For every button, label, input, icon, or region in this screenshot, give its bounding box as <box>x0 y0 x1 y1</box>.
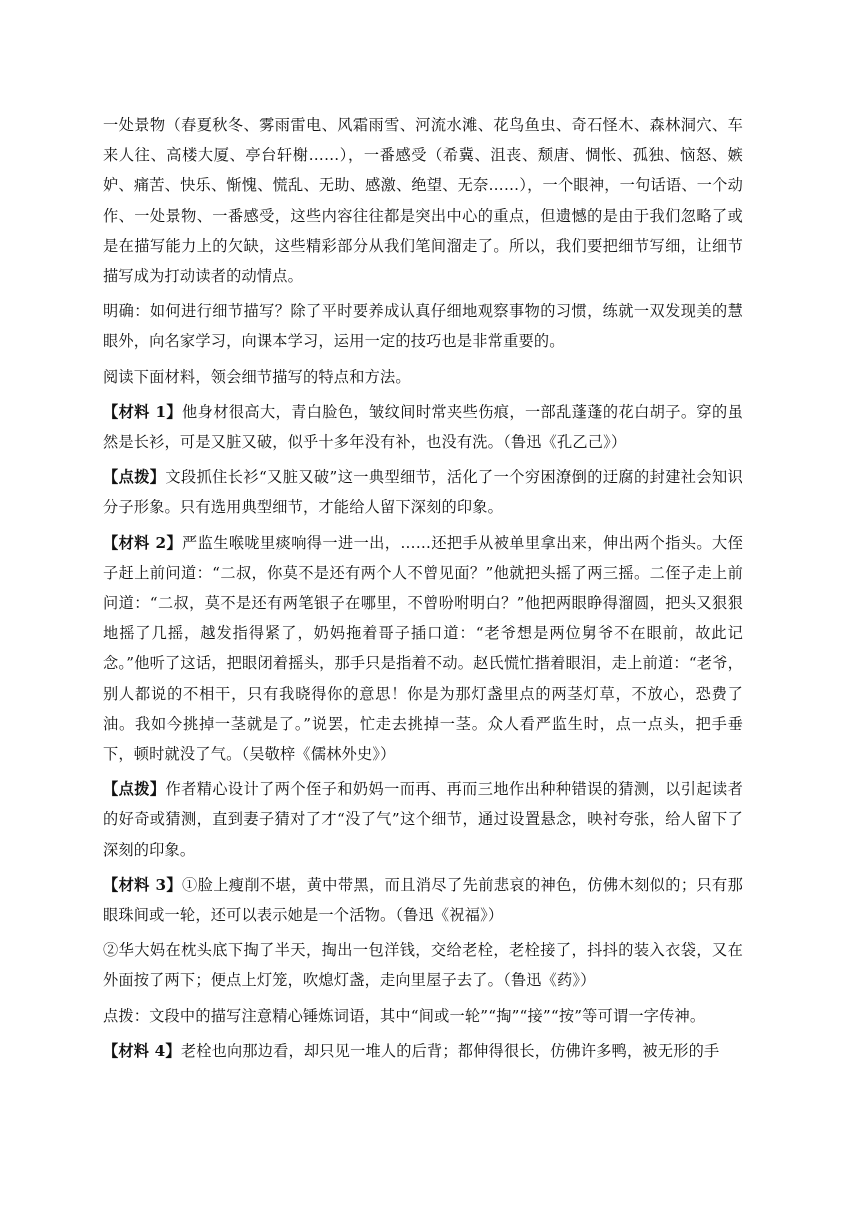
paragraph-text: 作者精心设计了两个侄子和奶妈一而再、再而三地作出种种错误的猜测，以引起读者的好奇或猜测，直到妻子猜对了才“没了气”这个细节，通过设置悬念，映衬夸张，给人留下了深刻的印象。 <box>103 780 743 859</box>
paragraph-text: 阅读下面材料，领会细节描写的特点和方法。 <box>103 367 411 386</box>
material-label: 【材料 2】 <box>103 533 183 552</box>
paragraph-text: 他身材很高大，青白脸色，皱纹间时常夹些伤痕，一部乱蓬蓬的花白胡子。穿的虽然是长衫，可是又脏又破，似乎十多年没有补，也没有洗。（鲁迅《孔乙己》） <box>103 402 743 452</box>
paragraph-text: 老栓也向那边看，却只见一堆人的后背；都伸得很长，仿佛许多鸭，被无形的手 <box>180 1041 720 1060</box>
paragraph-text: 点拨：文段中的描写注意精心锤炼词语，其中“间或一轮”“掏”“接”“按”等可谓一字传神。 <box>103 1006 706 1025</box>
comment-2-paragraph <box>103 774 743 865</box>
material-2-paragraph <box>103 528 743 770</box>
material-label: 【材料 4】 <box>103 1041 181 1060</box>
material-4-paragraph <box>103 1036 743 1066</box>
material-3-paragraph <box>103 870 743 930</box>
comment-label: 【点拨】 <box>103 780 166 799</box>
intro-paragraph <box>103 110 743 291</box>
paragraph-text: 明确：如何进行细节描写？除了平时要养成认真仔细地观察事物的习惯，练就一双发现美的慧眼外，向名家学习，向课本学习，运用一定的技巧也是非常重要的。 <box>103 302 743 351</box>
material-3b-paragraph <box>103 935 743 995</box>
paragraph-text: 文段抓住长衫“又脏又破”这一典型细节，活化了一个穷困潦倒的迂腐的封建社会知识分子形象。只有选用典型细节，才能给人留下深刻的印象。 <box>103 468 743 517</box>
material-label: 【材料 3】 <box>103 875 183 894</box>
paragraph-text: ②华大妈在枕头底下掏了半天，掏出一包洋钱，交给老栓，老栓接了，抖抖的装入衣袋，又在外面按了两下；便点上灯笼，吹熄灯盏，走向里屋子去了。（鲁迅《药》） <box>103 941 743 990</box>
document-body <box>103 110 743 1071</box>
clarification-paragraph <box>103 296 743 356</box>
paragraph-text: 一处景物（春夏秋冬、雾雨雷电、风霜雨雪、河流水滩、花鸟鱼虫、奇石怪木、森林洞穴、车来人往、高楼大厦、亭台轩榭……），一番感受（希冀、沮丧、颓唐、惆怅、孤独、恼怒、嫉妒、痛苦、快乐、惭愧、慌乱、无助、感激、绝望、无奈……），一个眼神，一句话语、一个动作、一处景物、一番感受，这些内容往往都是突出中心的重点，但遗憾的是由于我们忽略了或是在描写能力上的欠缺，这些精彩部分从我们笔间溜走了。所以，我们要把细节写细，让细节描写成为打动读者的动情点。 <box>103 116 743 286</box>
material-label: 【材料 1】 <box>103 402 183 421</box>
material-1-paragraph <box>103 397 743 457</box>
paragraph-text: 严监生喉咙里痰响得一进一出，……还把手从被单里拿出来，伸出两个指头。大侄子赶上前问道：“二叔，你莫不是还有两个人不曾见面？”他就把头摇了两三摇。二侄子走上前问道：“二叔，莫不是还有两笔银子在哪里，不曾吩咐明白？”他把两眼睁得溜圆，把头又狠狠地摇了几摇，越发指得紧了，奶妈拖着哥子插口道：“老爷想是两位舅爷不在眼前，故此记念。”他听了这话，把眼闭着摇头，那手只是指着不动。赵氏慌忙揩着眼泪，走上前道：“老爷，别人都说的不相干，只有我晓得你的意思！你是为那灯盏里点的两茎灯草，不放心，恐费了油。我如今挑掉一茎就是了。”说罢，忙走去挑掉一茎。众人看严监生时，点一点头，把手垂下，顿时就没了气。（吴敬梓《儒林外史》） <box>103 533 743 764</box>
paragraph-text: ①脸上瘦削不堪，黄中带黑，而且消尽了先前悲哀的神色，仿佛木刻似的；只有那眼珠间或一轮，还可以表示她是一个活物。（鲁迅《祝福》） <box>103 875 743 925</box>
comment-3-paragraph <box>103 1001 743 1031</box>
instruction-paragraph <box>103 362 743 392</box>
comment-label: 【点拨】 <box>103 468 166 487</box>
comment-1-paragraph <box>103 462 743 522</box>
